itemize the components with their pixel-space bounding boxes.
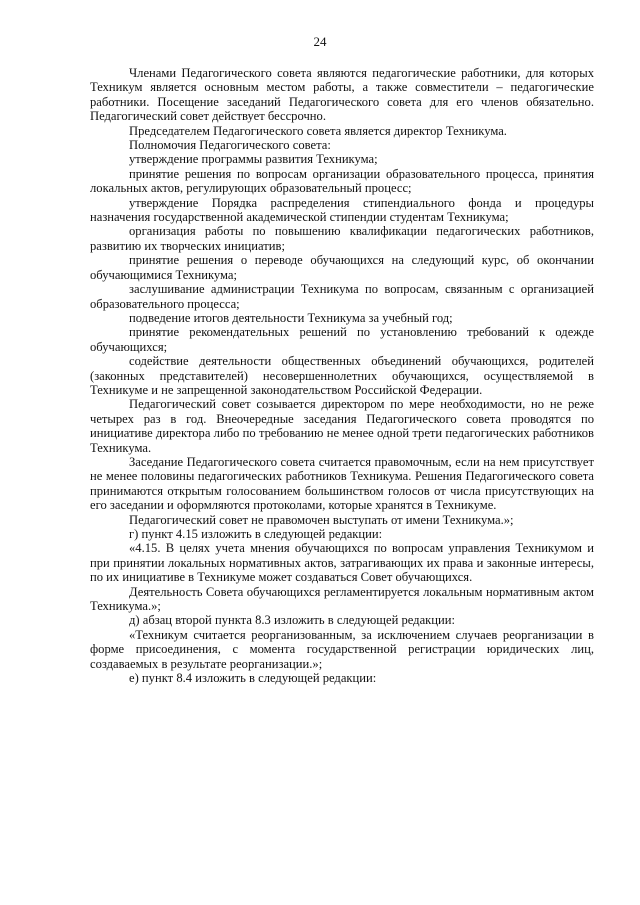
paragraph: принятие решения по вопросам организации образовательного процесса, принятия локальных актов, регулирующих образовательный процесс; (90, 166, 594, 196)
paragraph: принятие рекомендательных решений по установлению требований к одежде обучающихся; (90, 325, 594, 354)
paragraph: заслушивание администрации Техникума по вопросам, связанным с организацией образовательного процесса; (90, 282, 594, 311)
paragraph: Полномочия Педагогического совета: (129, 138, 331, 153)
paragraph: Педагогический совет созывается директором по мере необходимости, но не реже четырех раз в год. Внеочередные заседания Педагогического совета проводятся по инициативе директора либо по требованию не менее одной трети педагогических работников Техникума. (90, 397, 594, 455)
paragraph: Педагогический совет не правомочен выступать от имени Техникума.»; (129, 512, 514, 527)
paragraph: организация работы по повышению квалификации педагогических работников, развитию их творческих инициатив; (90, 224, 594, 253)
paragraph: д) абзац второй пункта 8.3 изложить в следующей редакции: (129, 613, 456, 628)
paragraph: содействие деятельности общественных объединений обучающихся, родителей (законных представителей) несовершеннолетних обучающихся, осуществляемой в Техникуме и не запрещенной законодательством Российской Федерации. (90, 354, 594, 397)
paragraph: утверждение программы развития Техникума; (129, 152, 378, 167)
paragraph: «4.15. В целях учета мнения обучающихся по вопросам управления Техникумом и при принятии локальных нормативных актов, затрагивающих их права и законные интересы, по их инициативе в Техникуме может создаваться Совет обучающихся. (90, 541, 594, 585)
paragraph: Деятельность Совета обучающихся регламентируется локальным нормативным актом Техникума.»; (90, 584, 594, 614)
paragraph: Членами Педагогического совета являются педагогические работники, для которых Техникум является основным местом работы, а также совместители – педагогические работники. Посещение заседаний Педагогического совета для его членов обязательно. Педагогический совет действует бессрочно. (90, 66, 594, 124)
paragraph: принятие решения о переводе обучающихся на следующий курс, об окончании обучающимися Техникума; (90, 253, 594, 282)
paragraph: утверждение Порядка распределения стипендиального фонда и процедуры назначения государственной академической стипендии студентам Техникума; (90, 195, 594, 225)
paragraph: подведение итогов деятельности Техникума за учебный год; (129, 310, 453, 325)
paragraph: г) пункт 4.15 изложить в следующей редакции: (129, 527, 383, 541)
document-body (90, 66, 594, 685)
paragraph: Заседание Педагогического совета считается правомочным, если на нем присутствует не менее половины педагогических работников Техникума. Решения Педагогического совета принимаются открытым голосованием большинством голосов от числа присутствующих на его заседании и оформляются протоколами, которые хранятся в Техникуме. (90, 454, 594, 513)
paragraph: Председателем Педагогического совета является директор Техникума. (129, 123, 507, 138)
paragraph: «Техникум считается реорганизованным, за исключением случаев реорганизации в форме присоединения, с момента государственной регистрации юридических лиц, создаваемых в результате реорганизации.»; (90, 627, 594, 671)
paragraph: е) пункт 8.4 изложить в следующей редакции: (129, 671, 377, 686)
page-number: 24 (313, 34, 327, 49)
